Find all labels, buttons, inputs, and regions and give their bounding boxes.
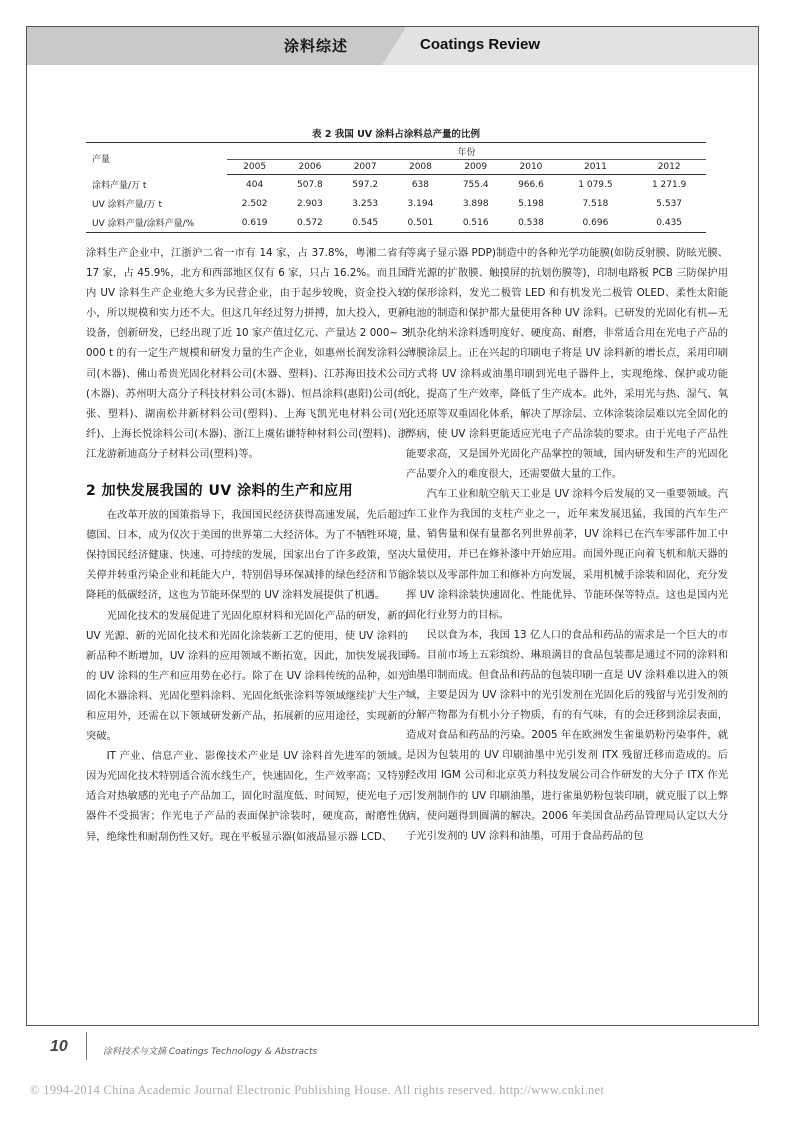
- body-paragraph: 民以食为本，我国 13 亿人口的食品和药品的需求是一个巨大的市场。目前市场上五彩缤纷、琳琅满目的食品包装都是通过不同的涂料和油墨印制而成。但食品和药品的包装印刷一直是 UV 涂料难以进入的领域，主要是因为 UV 涂料中的光引发剂在光固化后的残留与光引发剂的分解产物都为有机小分子物质，有的有气味，有的会迁移到涂层表面，造成对食品和药品的污染。2005 年在欧洲发生雀巢奶粉污染事件，就是因为包装用的 UV 印刷油墨中光引发剂 ITX 残留迁移而造成的。后经改用 IGM 公司和北京英力科技发展公司合作研发的大分子 ITX 作光引发剂制作的 UV 印刷油墨，进行雀巢奶粉包装印刷，就克服了以上弊病，使问题得到圆满的解决。2006 年美国食品药品管理局认定以大分子光引发剂的 UV 涂料和油墨，可用于食品药品的包: [406, 628, 728, 842]
- table-header-row: [86, 143, 706, 160]
- table-cell: 404: [246, 179, 264, 190]
- year-cell: 2007: [338, 160, 393, 175]
- table-cell: 0.538: [503, 213, 558, 233]
- body-paragraph: 光固化技术的发展促进了光固化原材料和光固化产品的研发，新的 UV 光源、新的光固化技术和光固化涂装新工艺的使用，使 UV 涂料的新品种不断增加，UV 涂料的应用领域不断拓宽，因此，加快发展我国的 UV 涂料的生产和应用势在必行。除了在 UV 涂料传统的品种，如光固化木器涂料、光固化塑料涂料、光固化纸张涂料等领域继续扩大生产和应用外，还需在以下领域研发新产品，拓展新的应用途径，实现新的突破。: [86, 609, 408, 743]
- table-row: [86, 194, 706, 213]
- table-cell: 3.194: [407, 198, 434, 209]
- year-group-header: 年份: [227, 143, 706, 160]
- table-cell: 755.4: [462, 179, 489, 190]
- table-cell: 2.502: [241, 198, 268, 209]
- table-cell: 0.435: [632, 213, 706, 233]
- table-cell: 597.2: [352, 179, 379, 190]
- body-paragraph: 等离子显示器 PDP)制造中的各种光学功能膜(如防反射膜、防眩光膜、背光源的扩散膜、触摸屏的抗划伤膜等)，印制电路板 PCB 三防保护用的保形涂料，发光二极管 LED 和有机发光二极管 OLED、柔性太阳能电池的制造和保护都大量使用各种 UV 涂料。已研发的光固化有机—无机杂化纳米涂料透明度好、硬度高、耐磨，非常适合用在光电子产品的薄膜涂层上。正在兴起的印刷电子将是 UV 涂料新的增长点，采用印刷方式将 UV 涂料或油墨印刷到光电子器件上，实现绝缘、保护或功能化，提高了生产效率，降低了生产成本。此外，采用光与热、湿气、氧化还原等双重固化体系，解决了厚涂层、立体涂装涂层难以完全固化的弊病，使 UV 涂料更能适应光电子产品涂装的要求。由于光电子产品性能要求高，又是国外光固化产品掌控的领域，国内研发和生产的光固化产品要介入的难度很大，还需要做大量的工作。: [406, 247, 728, 481]
- table-cell: 0.696: [559, 213, 633, 233]
- table-cell: 0.545: [338, 213, 393, 233]
- table-cell: 3.253: [352, 198, 379, 209]
- table-cell: 1 271.9: [651, 179, 687, 190]
- year-cell: 2011: [559, 160, 633, 175]
- table-cell: 0.619: [227, 213, 282, 233]
- table-cell: 2.903: [297, 198, 323, 209]
- year-cell: 2006: [282, 160, 337, 175]
- table-cell: 507.8: [297, 179, 323, 190]
- journal-name: 涂料技术与文摘 Coatings Technology & Abstracts: [103, 1047, 318, 1057]
- table-cell: 638: [411, 179, 430, 190]
- year-cell: 2012: [632, 160, 706, 175]
- year-cell: 2005: [227, 160, 282, 175]
- table-cell: 0.501: [393, 213, 448, 233]
- year-cell: 2008: [393, 160, 448, 175]
- section-title-en: Coatings Review: [420, 36, 541, 53]
- table-cell: 966.6: [518, 179, 544, 190]
- row-label: UV 涂料产量/万 t: [92, 200, 163, 210]
- table-row: [86, 175, 706, 195]
- table-row: [86, 213, 706, 233]
- body-paragraph: IT 产业、信息产业、影像技术产业是 UV 涂料首先进军的领域。因为光固化技术特别适合流水线生产，快速固化，生产效率高；又特别适合对热敏感的光电子产品加工，固化时温度低、时间短，使光电子元器件不受损害；作光电子产品的表面保护涂装时，硬度高，耐磨性优异，绝缘性和耐刮伤性又好。现在平板显示器(如液晶显示器 LCD、: [86, 750, 408, 843]
- left-column: [86, 243, 408, 847]
- row-label: UV 涂料产量/涂料产量/%: [86, 213, 227, 233]
- table-cell: 0.572: [282, 213, 337, 233]
- right-column: [406, 243, 728, 846]
- table-caption: 表 2 我国 UV 涂料占涂料总产量的比例: [312, 129, 480, 140]
- body-paragraph: 在改革开放的国策指导下，我国国民经济获得高速发展，先后超过德国、日本，成为仅次于美国的世界第二大经济体。为了不牺牲环境，保持国民经济健康、快速、可持续的发展，国家出台了许多政策，坚决关停并转重污染企业和耗能大户，特别倡导环保减排的绿色经济和节能降耗的低碳经济，这也为节能环保型的 UV 涂料发展提供了机遇。: [86, 509, 408, 602]
- year-cell: 2009: [448, 160, 503, 175]
- row-header: 产量: [86, 143, 227, 175]
- table-cell: 5.198: [518, 198, 544, 209]
- section-heading: 2 加快发展我国的 UV 涂料的生产和应用: [86, 483, 354, 500]
- table-cell: 3.898: [462, 198, 489, 209]
- table-cell: 1 079.5: [578, 179, 613, 190]
- data-table: [86, 142, 706, 233]
- body-paragraph: 汽车工业和航空航天工业是 UV 涂料今后发展的又一重要领域。汽车工业作为我国的支柱产业之一，近年来发展迅猛，我国的汽车生产量、销售量和保有量都名列世界前茅，UV 涂料已在汽车零部件加工中大量使用，并已在修补漆中开始应用。而国外现正向着飞机和航天器的涂装以及零部件加工和修补方向发展，采用机械手涂装和固化，充分发挥 UV 涂料涂装快速固化、性能优异、节能环保等特点。这也是国内光固化行业努力的目标。: [406, 488, 728, 621]
- year-cell: 2010: [503, 160, 558, 175]
- section-title-cn: 涂料综述: [284, 37, 349, 55]
- body-paragraph: 涂料生产企业中，江浙沪二省一市有 14 家，占 37.8%，粤湘二省有 17 家，占 45.9%，北方和西部地区仅有 6 家，只占 16.2%。而且国内 UV 涂料生产企业绝大多为民营企业，由于起步较晚，资金投入较小，所以规模和实力还不大。但这几年经过努力拼搏，加大投入，更新设备，创新研发，已经出现了近 10 家产值过亿元、产量达 2 000~ 3 000 t 的有一定生产规模和研发力量的生产企业，如惠州长润发涂料公司(木器)、佛山希贵光固化材料公司(木器、塑料)、江苏海田技术公司(木器)、苏州明大高分子科技材料公司(木器)、恒昌涂料(惠阳)公司(纸张、塑料)、湖南松井新材料公司(塑料)、上海飞凯光电材料公司(光纤)、上海长悦涂料公司(木器)、浙江上虞佑谦特种材料公司(塑料)、浙江龙游新迪高分子材料公司(塑料)等。: [86, 247, 408, 460]
- table-cell: 7.518: [582, 198, 609, 209]
- table-cell: 0.516: [448, 213, 503, 233]
- footer-divider: [86, 1032, 87, 1060]
- table-cell: 5.537: [656, 198, 683, 209]
- page-number: 10: [50, 1038, 68, 1055]
- copyright-watermark: © 1994-2014 China Academic Journal Electronic Publishing House. All rights reserved. http://www.cnki.net: [30, 1083, 605, 1097]
- row-label: 涂料产量/万 t: [92, 180, 147, 191]
